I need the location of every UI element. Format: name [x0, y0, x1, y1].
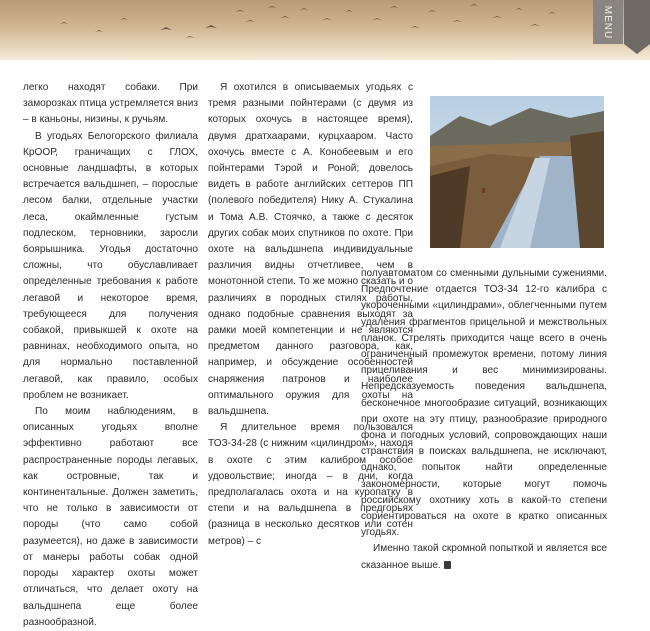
paragraph: Я охотился в описываемых угодьях с тремя разными пойнтерами (с двумя из которых охочусь в настоящее время), двумя дратхаарами, курцхааром. Часто охочусь вместе с А. Конобеевым и его пойнтерами Тэрой и Роной; довелось видеть в работе английских сеттеров ПП (полевого победителя) Нику А. Стукалина и Тома А.В. Стоячко, а также с десяток других собак моих спутников по охоте. При охоте на вальдшнепа индивидуальные различия видны отчетливее, чем в монотонной степи. То же можно сказать и о различиях в породных стилях работы, однако подобные сравнения выходят за рамки моей компетенции и не являются предметом данного разговора, как, например, и обсуждение особенностей снаряжения патронов и наиболее оптимального оружия для охоты на вальдшнепа. [208, 82, 413, 418]
end-of-article-icon [444, 561, 451, 569]
paragraph: В угодьях Белогорского филиала КрООР, граничащих с ГЛОХ, основные ландшафты, в которых встречается вальдшнеп, – порослые лесом балки, отдельные участки леса, окаймленные густым подлеском, терновники, заросли боярышника. Угодья достаточно сложны, что обуславливает определенные требования к работе легавой и некоторое время, требующееся для получения собакой, привыкшей к охоте на равнинах, необходимого опыта, но для нормально поставленной легавой, как правило, особых проблем не возникает. [23, 130, 198, 401]
menu-button[interactable] [593, 0, 623, 44]
paragraph: полуавтоматом со сменными дульными сужениями. Предпочтение отдается ТОЗ-34 12-го калибра с укороченными «цилиндрами», облегченными путем удаления фрагментов прицельной и межствольных планок. Стрелять приходится чаще всего в очень ограниченный промежуток времени, потому линия прицеливания и вес минимизированы. Непредсказуемость поведения вальдшнепа, бесконечное многообразие ситуаций, возникающих при охоте на эту птицу, разнообразие природного фона и погодных условий, сопровождающих наши странствия в поисках вальдшнепа, не исключают, однако, попыток найти определенные закономерности, которые могут помочь российскому охотнику хоть в какой-то степени сориентироваться на охоте в кратко описанных угодьях. [361, 268, 607, 539]
text-column-1 [23, 80, 198, 631]
paragraph-end [361, 541, 607, 573]
paragraph: По моим наблюдениям, в описанных угодьях вполне эффективно работают все распространенные породы легавых, как островные, так и континентальные. Должен заметить, что не только в зависимости от породы (что само собой разумеется), но даже в зависимости от манеры работы собак одной породы характер охоты может отличаться, что делает охоту на вальдшнепа еще более разнообразной. [23, 406, 198, 628]
paragraph: Именно такой скромной попыткой и является все сказанное выше. [361, 543, 607, 571]
paragraph: Я длительное время пользовался ТОЗ-34-28 (с нижним «цилиндром», находя в охоте с этим калибром особое удовольствие; иногда – в дни, когда предполагалась охота и на куропатку в степи и на вальдшнепа в предгорьях (разница в несколько десятков или сотен метров) – с [208, 422, 413, 547]
header-banner [0, 0, 650, 60]
landscape-photo [430, 96, 604, 248]
menu-arrow-icon[interactable] [624, 0, 650, 44]
flying-birds-image [0, 0, 650, 60]
paragraph: легко находят собаки. При заморозках птица устремляется вниз – в каньоны, низины, к ручьям. [23, 82, 198, 126]
menu-label: MENU [602, 5, 614, 39]
text-column-3 [361, 266, 607, 574]
